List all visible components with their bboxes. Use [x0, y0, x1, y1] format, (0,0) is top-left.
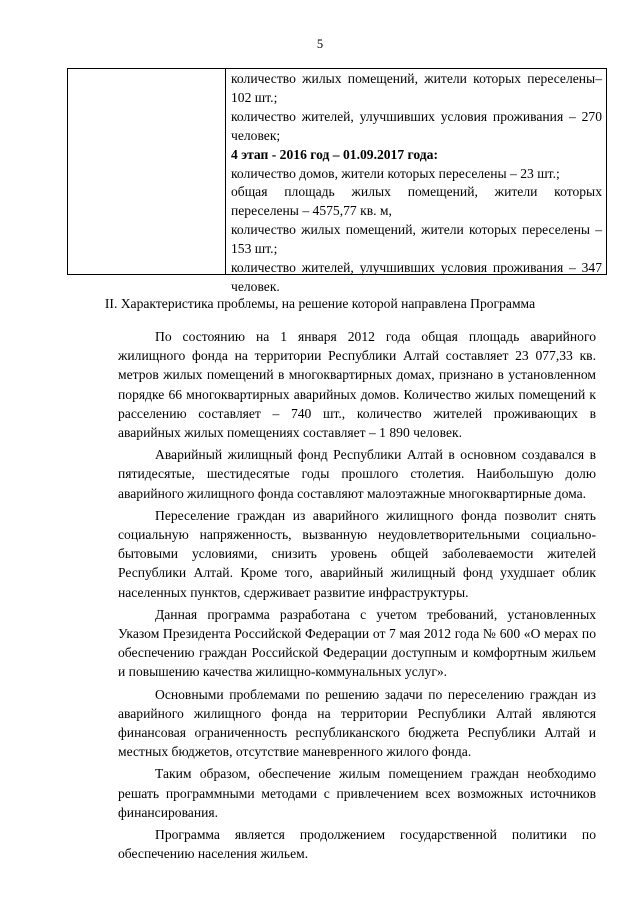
table-right-cell: [226, 69, 606, 294]
table-line: количество жителей, улучшивших условия проживания – 347 человек.: [231, 260, 602, 294]
paragraph: По состоянию на 1 января 2012 года общая площадь аварийного жилищного фонда на территории Республики Алтай составляет 23 077,33 кв. метров жилых помещений в многоквартирных домах, признано в установленном порядке 66 многоквартирных аварийных домов. Количество жилых помещений к расселению составляет – 740 шт., количество жителей проживающих в аварийных жилых помещениях составляет – 1 890 человек.: [118, 329, 596, 441]
paragraph: Данная программа разработана с учетом требований, установленных Указом Президента Российской Федерации от 7 мая 2012 года № 600 «О мерах по обеспечению граждан Российской Федерации доступным и комфортным жильем и повышению качества жилищно-коммунальных услуг».: [118, 606, 596, 680]
paragraph: Переселение граждан из аварийного жилищного фонда позволит снять социальную напряженность, вызванную неудовлетворительными социально-бытовыми условиями, снизить уровень общей заболеваемости жителей Республики Алтай. Кроме того, аварийный жилищный фонд ухудшает облик населенных пунктов, сдерживает развитие инфраструктуры.: [118, 507, 596, 600]
program-stages-table: [67, 68, 607, 294]
stage-heading: 4 этап - 2016 год – 01.09.2017 года:: [231, 146, 438, 162]
paragraph: Таким образом, обеспечение жилым помещением граждан необходимо решать программными методами с привлечением всех возможных источников финансирования.: [118, 766, 596, 820]
table-line: количество жилых помещений, жители которых переселены– 102 шт.;: [231, 71, 602, 105]
table-line: количество жителей, улучшивших условия проживания – 270 человек;: [231, 108, 602, 143]
table-line: количество домов, жители которых переселены – 23 шт.;: [231, 165, 560, 181]
section-heading: II. Характеристика проблемы, на решение которой направлена Программа: [104, 296, 536, 311]
paragraph: Программа является продолжением государственной политики по обеспечению населения жильем.: [118, 827, 596, 862]
paragraph: Основными проблемами по решению задачи по переселению граждан из аварийного жилищного фонда на территории Республики Алтай являются финансовая ограниченность республиканского бюджета Республики Алтай и местных бюджетов, отсутствие маневренного жилого фонда.: [118, 686, 596, 760]
paragraph: Аварийный жилищный фонд Республики Алтай в основном создавался в пятидесятые, шестидесятые годы прошлого столетия. Наибольшую долю аварийного жилищного фонда составляют малоэтажные многоквартирные дома.: [118, 447, 596, 501]
body-text: [118, 327, 596, 866]
table-line: общая площадь жилых помещений, жители которых переселены – 4575,77 кв. м,: [231, 184, 602, 219]
table-left-cell: [68, 69, 226, 274]
page-number: 5: [316, 37, 324, 51]
table-line: количество жилых помещений, жители которых переселены – 153 шт.;: [231, 222, 602, 257]
